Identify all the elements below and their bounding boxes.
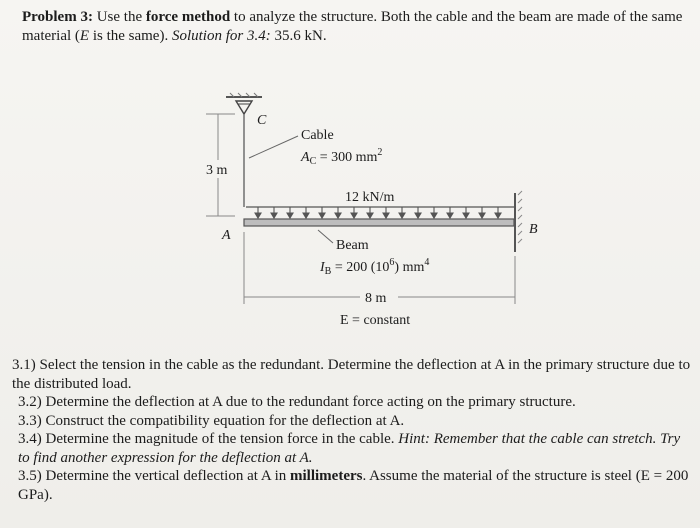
fixed-support-b — [515, 191, 522, 252]
question-list — [12, 356, 692, 504]
problem-text-3: is the same). — [89, 28, 172, 44]
modulus-symbol: E — [79, 28, 90, 44]
beam-inertia: $I_B = 200$ $(10^6)$ $mm^4$ — [320, 257, 430, 277]
solution-value: 35.6 kN. — [274, 28, 327, 44]
modulus-label: E = constant — [340, 313, 411, 328]
beam-leader — [318, 230, 333, 243]
label-b: B — [529, 222, 538, 237]
load-arrows — [255, 207, 501, 218]
label-c: C — [257, 113, 267, 128]
pin-support-c — [226, 93, 262, 114]
question-3-2: 3.2) Determine the deflection at A due to the redundant force acting on the primary structure. — [18, 394, 576, 410]
solution-label: Solution for 3.4: — [171, 28, 275, 44]
beam — [244, 219, 514, 226]
problem-label: Problem 3: — [22, 9, 93, 25]
question-3-3: 3.3) Construct the compatibility equation for the deflection at A. — [18, 412, 405, 429]
height-label: 3 m — [206, 163, 228, 178]
millimeters-term: millimeters — [290, 468, 363, 484]
question-3-5: 3.5) Determine the vertical deflection at A in millimeters. Assume the material of the structure is steel (E = 200 GPa). — [18, 468, 689, 503]
cable-label: Cable — [301, 128, 334, 143]
cable-leader — [249, 136, 298, 158]
hint-text: Hint: Remember that the cable can stretch. Try to find another expression for the deflection at A. — [18, 431, 681, 466]
label-a: A — [222, 228, 231, 243]
cable-area: $A_C = 300$ $mm^2$ — [301, 147, 383, 167]
load-label: 12 kN/m — [345, 190, 395, 205]
force-method-term: force method — [145, 9, 231, 25]
beam-label: Beam — [336, 238, 369, 253]
problem-text: Use the — [92, 9, 146, 25]
question-3-4: 3.4) Determine the magnitude of the tension force in the cable. Hint: Remember that the cable can stretch. Try to find another expression for the deflection at A. — [18, 431, 681, 466]
question-3-1: 3.1) Select the tension in the cable as the redundant. Determine the deflection at A in the primary structure due to the distributed load. — [12, 357, 691, 392]
problem-text-2: to analyze the structure. Both the cable and the beam are made of the same material ( — [22, 9, 683, 44]
span-label: 8 m — [365, 291, 387, 306]
